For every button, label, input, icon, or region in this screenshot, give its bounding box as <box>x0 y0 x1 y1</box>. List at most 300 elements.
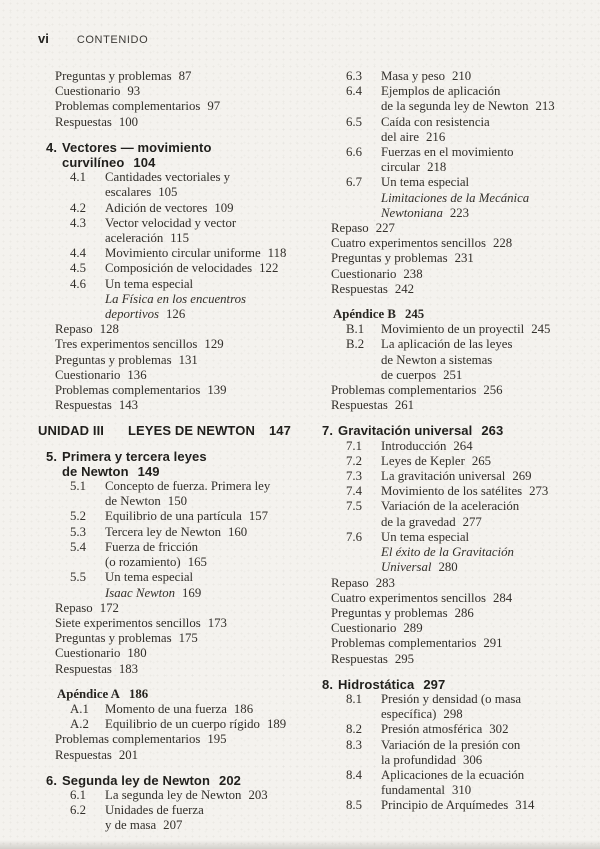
entry-page: 189 <box>266 717 287 732</box>
toc-block <box>322 677 594 814</box>
toc-block <box>46 687 318 763</box>
toc-entry <box>322 576 594 591</box>
entry-title: Composición de velocidades <box>105 261 253 276</box>
toc-entry <box>322 368 594 383</box>
toc-entry <box>46 307 318 322</box>
toc-entry <box>46 586 318 601</box>
entry-page: 277 <box>462 514 482 529</box>
entry-page: 175 <box>178 631 198 646</box>
toc-entry <box>322 99 594 114</box>
entry-title: Repaso <box>331 575 369 590</box>
entry-page: 256 <box>483 383 503 398</box>
toc-entry <box>46 631 318 646</box>
entry-title: Preguntas y problemas <box>55 352 172 367</box>
toc-entry <box>322 69 594 84</box>
entry-number: B.2 <box>346 337 365 352</box>
toc-entry <box>322 115 594 130</box>
entry-title: Cuestionario <box>55 646 121 661</box>
entry-number: 8.2 <box>346 722 362 737</box>
entry-title: Un tema especial <box>105 570 194 585</box>
entry-title: Segunda ley de Newton <box>62 772 211 788</box>
entry-page: 210 <box>451 69 472 83</box>
entry-number: 6.5 <box>346 114 362 129</box>
entry-title: Respuestas <box>55 114 112 129</box>
toc-entry <box>46 773 318 788</box>
toc-entry <box>322 130 594 145</box>
entry-title: Siete experimentos sencillos <box>55 615 201 630</box>
entry-number: 5.1 <box>70 479 86 494</box>
toc-entry <box>46 246 318 261</box>
entry-title: Preguntas y problemas <box>55 631 172 646</box>
entry-page: 128 <box>99 322 119 337</box>
toc-block <box>38 423 318 439</box>
entry-title: Respuestas <box>331 651 388 666</box>
entry-page: 180 <box>127 646 147 661</box>
toc-entry <box>46 803 318 818</box>
entry-title: Ejemplos de aplicación <box>381 84 501 99</box>
entry-title: Primera y tercera leyes <box>62 448 207 464</box>
toc-entry <box>46 748 318 763</box>
toc-entry <box>46 201 318 216</box>
entry-title: Movimiento circular uniforme <box>105 246 261 261</box>
toc-entry <box>46 277 318 292</box>
entry-title: de la gravedad <box>381 514 456 529</box>
entry-number: 4.6 <box>70 276 86 291</box>
entry-title: Universal <box>381 560 432 575</box>
toc-entry <box>46 155 318 170</box>
toc-entry <box>46 702 318 717</box>
entry-number: 8.4 <box>346 767 362 782</box>
entry-page: 169 <box>182 585 202 600</box>
toc-entry <box>322 423 594 438</box>
toc-entry <box>46 732 318 747</box>
entry-page: 131 <box>178 352 198 367</box>
toc-entry <box>46 115 318 130</box>
entry-page: 298 <box>443 707 463 722</box>
entry-page: 203 <box>248 787 268 802</box>
entry-title: Problemas complementarios <box>55 99 201 114</box>
toc-entry <box>46 494 318 509</box>
entry-page: 286 <box>454 605 474 620</box>
toc-entry <box>46 616 318 631</box>
entry-title: Respuestas <box>331 281 388 296</box>
entry-number: 8.5 <box>346 798 362 813</box>
entry-number: 7.3 <box>346 469 362 484</box>
toc-entry <box>46 368 318 383</box>
entry-number: 7.1 <box>346 438 362 453</box>
entry-page: 245 <box>404 307 425 322</box>
toc-entry <box>46 84 318 99</box>
toc-entry <box>322 282 594 297</box>
entry-title: circular <box>381 160 421 175</box>
entry-title: Problemas complementarios <box>331 636 477 651</box>
entry-number: 6.6 <box>346 145 362 160</box>
toc-entry <box>46 555 318 570</box>
toc-entry <box>46 140 318 155</box>
toc-entry <box>322 251 594 266</box>
entry-title: deportivos <box>105 307 160 322</box>
entry-title: Leyes de Kepler <box>381 453 465 468</box>
entry-title: Repaso <box>55 322 93 337</box>
entry-number: 5.4 <box>70 539 86 554</box>
entry-title: Cuestionario <box>331 266 397 281</box>
entry-page: 143 <box>118 398 139 413</box>
entry-page: 242 <box>394 281 415 296</box>
toc-entry <box>322 398 594 413</box>
toc-entry <box>322 267 594 282</box>
entry-title: Caída con resistencia <box>381 114 490 129</box>
entry-page: 150 <box>167 494 187 509</box>
toc-column-right <box>322 69 594 814</box>
entry-title: Respuestas <box>331 398 388 413</box>
toc-entry <box>46 383 318 398</box>
entry-title: La Física en los encuentros <box>105 291 246 306</box>
entry-title: Equilibrio de una partícula <box>105 509 242 524</box>
toc-entry <box>322 206 594 221</box>
entry-number: 6.4 <box>346 84 362 99</box>
entry-number: A.1 <box>70 701 89 716</box>
entry-number: 7.2 <box>346 453 362 468</box>
entry-title: Preguntas y problemas <box>331 251 448 266</box>
entry-title: Preguntas y problemas <box>55 69 172 83</box>
entry-page: 129 <box>204 337 224 352</box>
entry-title: Isaac Newton <box>105 585 176 600</box>
entry-number: 5. <box>46 448 58 464</box>
toc-entry <box>322 383 594 398</box>
entry-page: 310 <box>451 783 472 798</box>
entry-title: Newtoniana <box>381 205 443 220</box>
toc-entry <box>46 337 318 352</box>
entry-title: Un tema especial <box>381 529 470 544</box>
entry-page: 213 <box>535 99 555 114</box>
toc-block <box>46 773 318 834</box>
toc-entry <box>46 322 318 337</box>
toc-entry <box>322 768 594 783</box>
toc-entry <box>46 464 318 479</box>
toc-entry <box>46 170 318 185</box>
entry-page: 202 <box>219 772 242 788</box>
toc-entry <box>322 175 594 190</box>
entry-title: específica) <box>381 707 437 722</box>
entry-title: Fuerzas en el movimiento <box>381 145 514 160</box>
entry-title: Movimiento de un proyectil <box>381 322 525 337</box>
toc-block <box>46 69 318 130</box>
toc-entry <box>322 591 594 606</box>
entry-page: 273 <box>529 484 549 499</box>
entry-number: 6. <box>46 772 58 788</box>
entry-number: 8.3 <box>346 737 362 752</box>
entry-page: 263 <box>481 423 504 439</box>
entry-page: 223 <box>449 205 470 220</box>
entry-title: de Newton <box>105 494 161 509</box>
entry-number: 7. <box>322 423 334 439</box>
toc-entry <box>46 231 318 246</box>
running-header: CONTENIDO <box>76 34 149 46</box>
toc-entry <box>46 292 318 307</box>
toc-entry <box>46 398 318 413</box>
entry-page: 147 <box>268 423 291 439</box>
entry-page: 302 <box>489 722 509 737</box>
toc-entry <box>322 484 594 499</box>
entry-page: 269 <box>512 469 532 484</box>
toc-entry <box>46 99 318 114</box>
entry-title: Vectores — movimiento <box>62 139 212 155</box>
entry-page: 173 <box>207 615 227 630</box>
entry-page: 186 <box>233 701 254 716</box>
toc-block <box>322 423 594 666</box>
toc-entry <box>322 560 594 575</box>
entry-page: 201 <box>118 747 139 762</box>
entry-page: 87 <box>178 69 192 83</box>
entry-title: de Newton a sistemas <box>381 352 493 367</box>
entry-page: 264 <box>453 438 473 453</box>
entry-title: Hidrostática <box>338 676 415 692</box>
entry-page: 118 <box>267 246 287 261</box>
entry-page: 100 <box>118 114 139 129</box>
entry-title: Unidades de fuerza <box>105 803 204 818</box>
toc-entry <box>322 652 594 667</box>
entry-title: Introducción <box>381 438 447 453</box>
toc-block <box>322 69 594 297</box>
entry-title: Un tema especial <box>381 175 470 190</box>
entry-page: 136 <box>127 367 147 382</box>
entry-title: Presión atmosférica <box>381 722 483 737</box>
toc-entry <box>322 84 594 99</box>
entry-page: 195 <box>207 732 227 747</box>
toc-entry <box>322 322 594 337</box>
entry-title: Cantidades vectoriales y <box>105 170 231 185</box>
entry-page: 183 <box>118 661 139 676</box>
toc-entry <box>46 662 318 677</box>
entry-page: 172 <box>99 600 119 615</box>
toc-entry <box>322 798 594 813</box>
entry-title: Principio de Arquímedes <box>381 798 509 813</box>
toc-entry <box>322 606 594 621</box>
toc-entry <box>46 353 318 368</box>
entry-title: Masa y peso <box>381 69 445 83</box>
entry-page: 251 <box>443 367 463 382</box>
entry-number: UNIDAD III <box>38 423 104 439</box>
entry-title: Variación de la aceleración <box>381 499 520 514</box>
entry-title: Problemas complementarios <box>331 383 477 398</box>
entry-title: Cuestionario <box>55 84 121 99</box>
toc-entry <box>322 353 594 368</box>
toc-entry <box>322 160 594 175</box>
entry-number: 8. <box>322 676 334 692</box>
entry-number: 4.4 <box>70 246 86 261</box>
entry-page: 227 <box>375 221 395 236</box>
toc-entry <box>322 783 594 798</box>
toc-entry <box>322 307 594 322</box>
entry-number: 5.2 <box>70 509 86 524</box>
entry-number: 6.1 <box>70 787 86 802</box>
entry-number: 8.1 <box>346 691 362 706</box>
entry-number: B.1 <box>346 322 365 337</box>
entry-title: LEYES DE NEWTON <box>128 423 255 439</box>
toc-entry <box>322 530 594 545</box>
toc-entry <box>322 722 594 737</box>
toc-entry <box>322 221 594 236</box>
entry-number: 6.2 <box>70 803 86 818</box>
entry-page: 207 <box>163 818 183 833</box>
entry-title: Cuatro experimentos sencillos <box>331 590 486 605</box>
entry-number: 4.1 <box>70 170 86 185</box>
entry-title: curvilíneo <box>62 155 125 171</box>
entry-page: 228 <box>492 236 513 251</box>
entry-page: 126 <box>166 307 186 322</box>
entry-title: del aire <box>381 129 420 144</box>
entry-title: La segunda ley de Newton <box>105 787 242 802</box>
entry-title: Concepto de fuerza. Primera ley <box>105 479 271 494</box>
toc-entry <box>322 677 594 692</box>
toc-entry <box>322 337 594 352</box>
entry-title: Repaso <box>331 221 369 236</box>
toc-entry <box>46 525 318 540</box>
entry-title: Problemas complementarios <box>55 383 201 398</box>
toc-entry <box>38 423 318 438</box>
toc-entry <box>322 545 594 560</box>
entry-page: 105 <box>158 185 178 200</box>
toc-entry <box>322 191 594 206</box>
entry-number: 5.5 <box>70 570 86 585</box>
entry-page: 295 <box>394 651 415 666</box>
entry-title: Aplicaciones de la ecuación <box>381 767 525 782</box>
entry-number: 6.3 <box>346 69 362 83</box>
toc-entry <box>46 818 318 833</box>
entry-page: 160 <box>228 524 248 539</box>
entry-title: Vector velocidad y vector <box>105 215 237 230</box>
entry-page: 297 <box>423 676 446 692</box>
entry-page: 186 <box>128 686 149 701</box>
entry-page: 265 <box>471 453 492 468</box>
entry-title: Limitaciones de la Mecánica <box>381 190 530 205</box>
toc-entry <box>46 717 318 732</box>
toc-entry <box>46 479 318 494</box>
entry-title: La gravitación universal <box>381 469 506 484</box>
entry-title: Tres experimentos sencillos <box>55 337 198 352</box>
entry-page: 245 <box>531 322 551 337</box>
entry-page: 109 <box>214 200 234 215</box>
entry-number: 4.3 <box>70 215 86 230</box>
entry-page: 216 <box>426 129 446 144</box>
entry-title: de cuerpos <box>381 367 437 382</box>
entry-title: Gravitación universal <box>338 423 473 439</box>
toc-entry <box>322 753 594 768</box>
toc-entry <box>46 185 318 200</box>
toc-entry <box>46 788 318 803</box>
entry-page: 93 <box>127 84 141 99</box>
toc-entry <box>322 236 594 251</box>
entry-number: 7.4 <box>346 484 362 499</box>
entry-number: 7.5 <box>346 499 362 514</box>
toc-entry <box>322 738 594 753</box>
entry-title: Variación de la presión con <box>381 737 521 752</box>
entry-title: Cuestionario <box>331 621 397 636</box>
entry-title: la profundidad <box>381 752 456 767</box>
entry-title: Fuerza de fricción <box>105 539 199 554</box>
entry-title: La aplicación de las leyes <box>381 337 513 352</box>
entry-page: 284 <box>492 590 513 605</box>
entry-page: 291 <box>483 636 503 651</box>
toc-entry <box>46 570 318 585</box>
toc-entry <box>46 216 318 231</box>
toc-entry <box>322 515 594 530</box>
entry-page: 115 <box>170 231 189 246</box>
toc-entry <box>322 707 594 722</box>
entry-title: Cuestionario <box>55 367 121 382</box>
entry-title: aceleración <box>105 231 164 246</box>
entry-number: 5.3 <box>70 524 86 539</box>
entry-title: (o rozamiento) <box>105 555 181 570</box>
entry-page: 157 <box>248 509 269 524</box>
entry-page: 231 <box>454 251 474 266</box>
entry-page: 149 <box>137 463 160 479</box>
toc-entry <box>322 145 594 160</box>
toc-entry <box>46 687 318 702</box>
entry-title: Movimiento de los satélites <box>381 484 523 499</box>
entry-title: Momento de una fuerza <box>105 701 227 716</box>
entry-title: Problemas complementarios <box>55 732 201 747</box>
toc-entry <box>322 499 594 514</box>
toc-entry <box>46 69 318 84</box>
entry-title: Equilibrio de un cuerpo rígido <box>105 717 260 732</box>
entry-title: Un tema especial <box>105 276 194 291</box>
toc-entry <box>322 439 594 454</box>
entry-page: 261 <box>394 398 415 413</box>
entry-title: Respuestas <box>55 747 112 762</box>
entry-number: 4. <box>46 139 58 155</box>
entry-page: 139 <box>207 383 227 398</box>
scan-bottom-shadow <box>0 840 600 849</box>
entry-title: Respuestas <box>55 661 112 676</box>
toc-entry <box>322 454 594 469</box>
toc-entry <box>322 621 594 636</box>
page-number: vi <box>38 31 49 46</box>
entry-page: 165 <box>187 555 207 570</box>
entry-title: Presión y densidad (o masa <box>381 691 522 706</box>
entry-title: El éxito de la Gravitación <box>381 545 514 560</box>
entry-page: 218 <box>427 160 447 175</box>
entry-title: Repaso <box>55 600 93 615</box>
entry-page: 314 <box>515 798 535 813</box>
entry-title: Preguntas y problemas <box>331 605 448 620</box>
toc-entry <box>46 601 318 616</box>
entry-page: 306 <box>462 752 483 767</box>
entry-page: 97 <box>207 99 221 114</box>
entry-title: escalares <box>105 185 152 200</box>
toc-block <box>46 449 318 677</box>
toc-entry <box>46 449 318 464</box>
entry-number: A.2 <box>70 717 89 732</box>
entry-title: de la segunda ley de Newton <box>381 99 529 114</box>
toc-entry <box>46 261 318 276</box>
entry-title: Cuatro experimentos sencillos <box>331 236 486 251</box>
entry-number: 7.6 <box>346 529 362 544</box>
toc-entry <box>46 646 318 661</box>
entry-number: 6.7 <box>346 175 362 190</box>
entry-page: 104 <box>133 155 156 171</box>
page-header <box>38 30 148 48</box>
entry-page: 280 <box>438 560 458 575</box>
entry-number: 4.5 <box>70 261 86 276</box>
toc-entry <box>322 636 594 651</box>
entry-page: 283 <box>375 575 395 590</box>
entry-title: Apéndice A <box>57 686 120 701</box>
entry-number: 4.2 <box>70 200 86 215</box>
toc-entry <box>46 509 318 524</box>
toc-entry <box>322 469 594 484</box>
entry-title: Respuestas <box>55 398 112 413</box>
